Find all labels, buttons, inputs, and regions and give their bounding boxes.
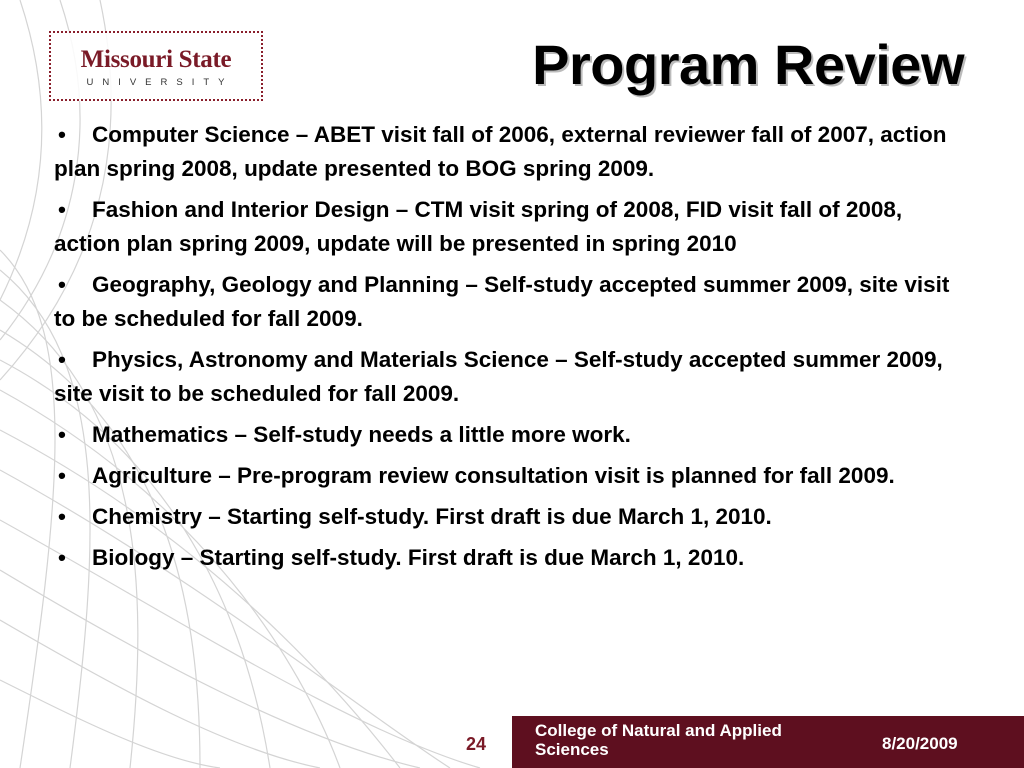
logo-wordmark: Missouri State [80,46,232,73]
bullet-marker: • [58,463,66,488]
list-item-text: Chemistry – Starting self-study. First draft is due March 1, 2010. [92,504,772,529]
bullet-marker: • [58,347,66,372]
list-item-text: Mathematics – Self-study needs a little more work. [92,422,631,447]
bullet-marker: • [58,272,66,297]
list-item [54,193,974,261]
slide-footer [0,716,1024,768]
logo-subtitle: UNIVERSITY [86,77,234,88]
list-item [54,343,974,411]
list-item [54,268,974,336]
footer-date: 8/20/2009 [882,734,958,753]
bullet-marker: • [58,422,66,447]
footer-band [512,716,1024,768]
page-number: 24 [466,734,487,754]
list-item-text: Computer Science – ABET visit fall of 2006, external reviewer fall of 2007, action plan spring 2008, update presented to BOG spring 2009. [54,122,947,181]
list-item-text: Geography, Geology and Planning – Self-study accepted summer 2009, site visit to be scheduled for fall 2009. [54,272,950,331]
list-item [54,118,974,186]
list-item-text: Biology – Starting self-study. First draft is due March 1, 2010. [92,545,745,570]
bullet-marker: • [58,197,66,222]
list-item-text: Agriculture – Pre-program review consultation visit is planned for fall 2009. [92,463,895,488]
bullet-marker: • [58,545,66,570]
bullet-list [54,118,974,582]
list-item [54,418,974,452]
list-item-text: Fashion and Interior Design – CTM visit spring of 2008, FID visit fall of 2008, action plan spring 2009, update will be presented in spring 2010 [54,197,903,256]
list-item [54,500,974,534]
bullet-marker: • [58,504,66,529]
slide-title: Program Review [532,33,964,96]
university-logo [49,31,263,101]
list-item [54,459,974,493]
list-item [54,541,974,575]
list-item-text: Physics, Astronomy and Materials Science – Self-study accepted summer 2009, site visit to be scheduled for fall 2009. [54,347,943,406]
footer-college-name: College of Natural and Applied Sciences [535,721,782,759]
bullet-marker: • [58,122,66,147]
